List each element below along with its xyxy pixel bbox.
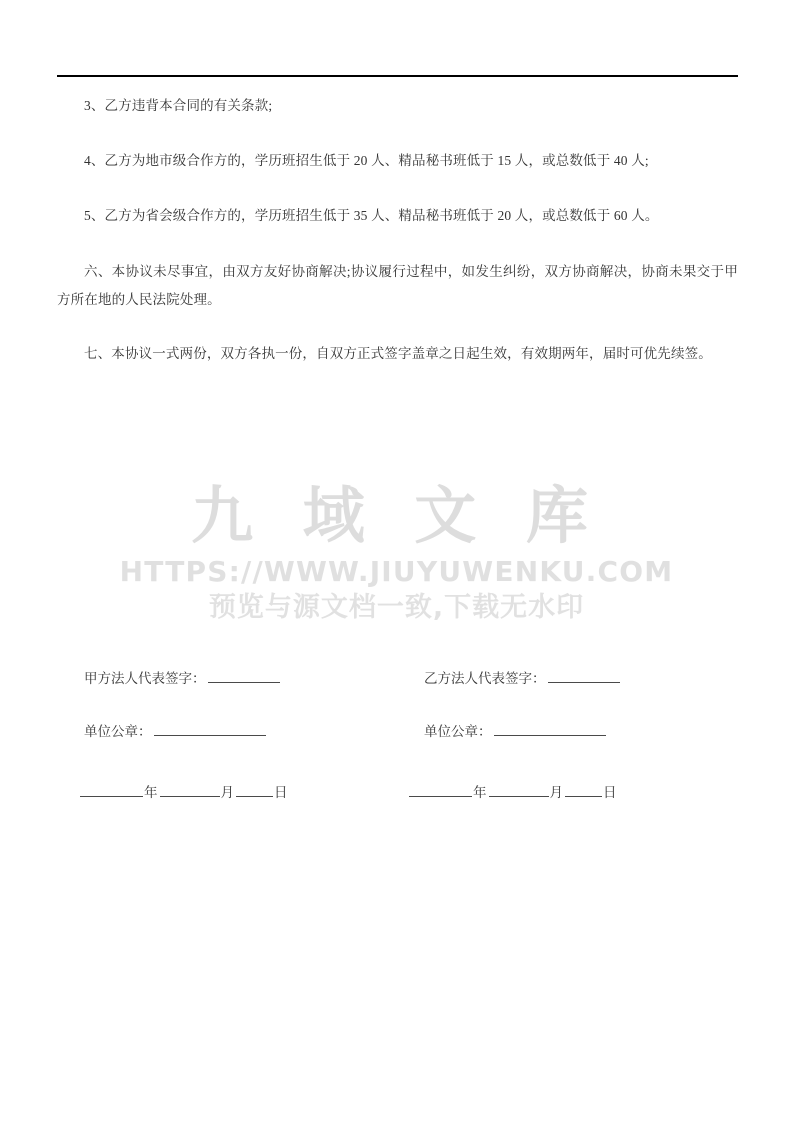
party-a-day-line[interactable] <box>236 796 273 797</box>
party-b-signature-field <box>397 668 737 690</box>
party-a-month-line[interactable] <box>160 796 220 797</box>
party-a-signature-label: 甲方法人代表签字： <box>84 671 206 686</box>
party-a-date-field <box>57 782 397 804</box>
watermark <box>0 478 793 626</box>
signature-stamp-row <box>57 721 738 774</box>
party-a-signature-field <box>57 668 397 690</box>
party-a-day-unit: 日 <box>274 785 288 800</box>
party-b-stamp-line[interactable] <box>494 735 606 736</box>
signature-name-row <box>57 668 738 721</box>
watermark-brand: 九 域 文 库 <box>191 479 602 552</box>
party-a-month-unit: 月 <box>220 785 234 800</box>
spacer <box>57 175 738 202</box>
party-b-year-unit: 年 <box>473 785 487 800</box>
party-a-stamp-line[interactable] <box>154 735 266 736</box>
spacer <box>57 314 738 340</box>
clause-5-paragraph: 5、乙方为省会级合作方的，学历班招生低于 35 人、精品秘书班低于 20 人，或总数低于 60 人。 <box>84 208 659 223</box>
party-a-year-unit: 年 <box>144 785 158 800</box>
clause-7-paragraph: 七、本协议一式两份，双方各执一份，自双方正式签字盖章之日起生效，有效期两年，届时可优先续签。 <box>84 346 712 361</box>
signature-date-row <box>57 774 738 804</box>
spacer <box>57 230 738 258</box>
party-b-signature-label: 乙方法人代表签字： <box>424 671 546 686</box>
party-b-day-line[interactable] <box>565 796 602 797</box>
watermark-note: 预览与源文档一致,下载无水印 <box>208 592 585 623</box>
watermark-url: HTTPS://WWW.JIUYUWENKU.COM <box>119 555 674 588</box>
party-b-stamp-label: 单位公章： <box>424 724 492 739</box>
party-b-signature-line[interactable] <box>548 682 620 683</box>
party-a-stamp-label: 单位公章： <box>84 724 152 739</box>
party-a-stamp-field <box>57 721 397 743</box>
party-b-year-line[interactable] <box>409 796 472 797</box>
party-b-stamp-field <box>397 721 737 743</box>
party-b-day-unit: 日 <box>603 785 617 800</box>
party-a-year-line[interactable] <box>80 796 143 797</box>
document-body <box>57 92 738 368</box>
spacer <box>57 120 738 147</box>
party-a-signature-line[interactable] <box>208 682 280 683</box>
party-b-date-field <box>397 782 737 804</box>
clause-6-paragraph: 六、本协议未尽事宜，由双方友好协商解决;协议履行过程中，如发生纠纷，双方协商解决，协商未果交于甲方所在地的人民法院处理。 <box>57 264 738 307</box>
party-b-month-line[interactable] <box>489 796 549 797</box>
clause-4-paragraph: 4、乙方为地市级合作方的，学历班招生低于 20 人、精品秘书班低于 15 人，或总数低于 40 人; <box>84 153 649 168</box>
signature-block <box>57 668 738 804</box>
party-b-month-unit: 月 <box>549 785 563 800</box>
header-divider <box>57 75 738 77</box>
clause-3-paragraph: 3、乙方违背本合同的有关条款; <box>84 98 273 113</box>
